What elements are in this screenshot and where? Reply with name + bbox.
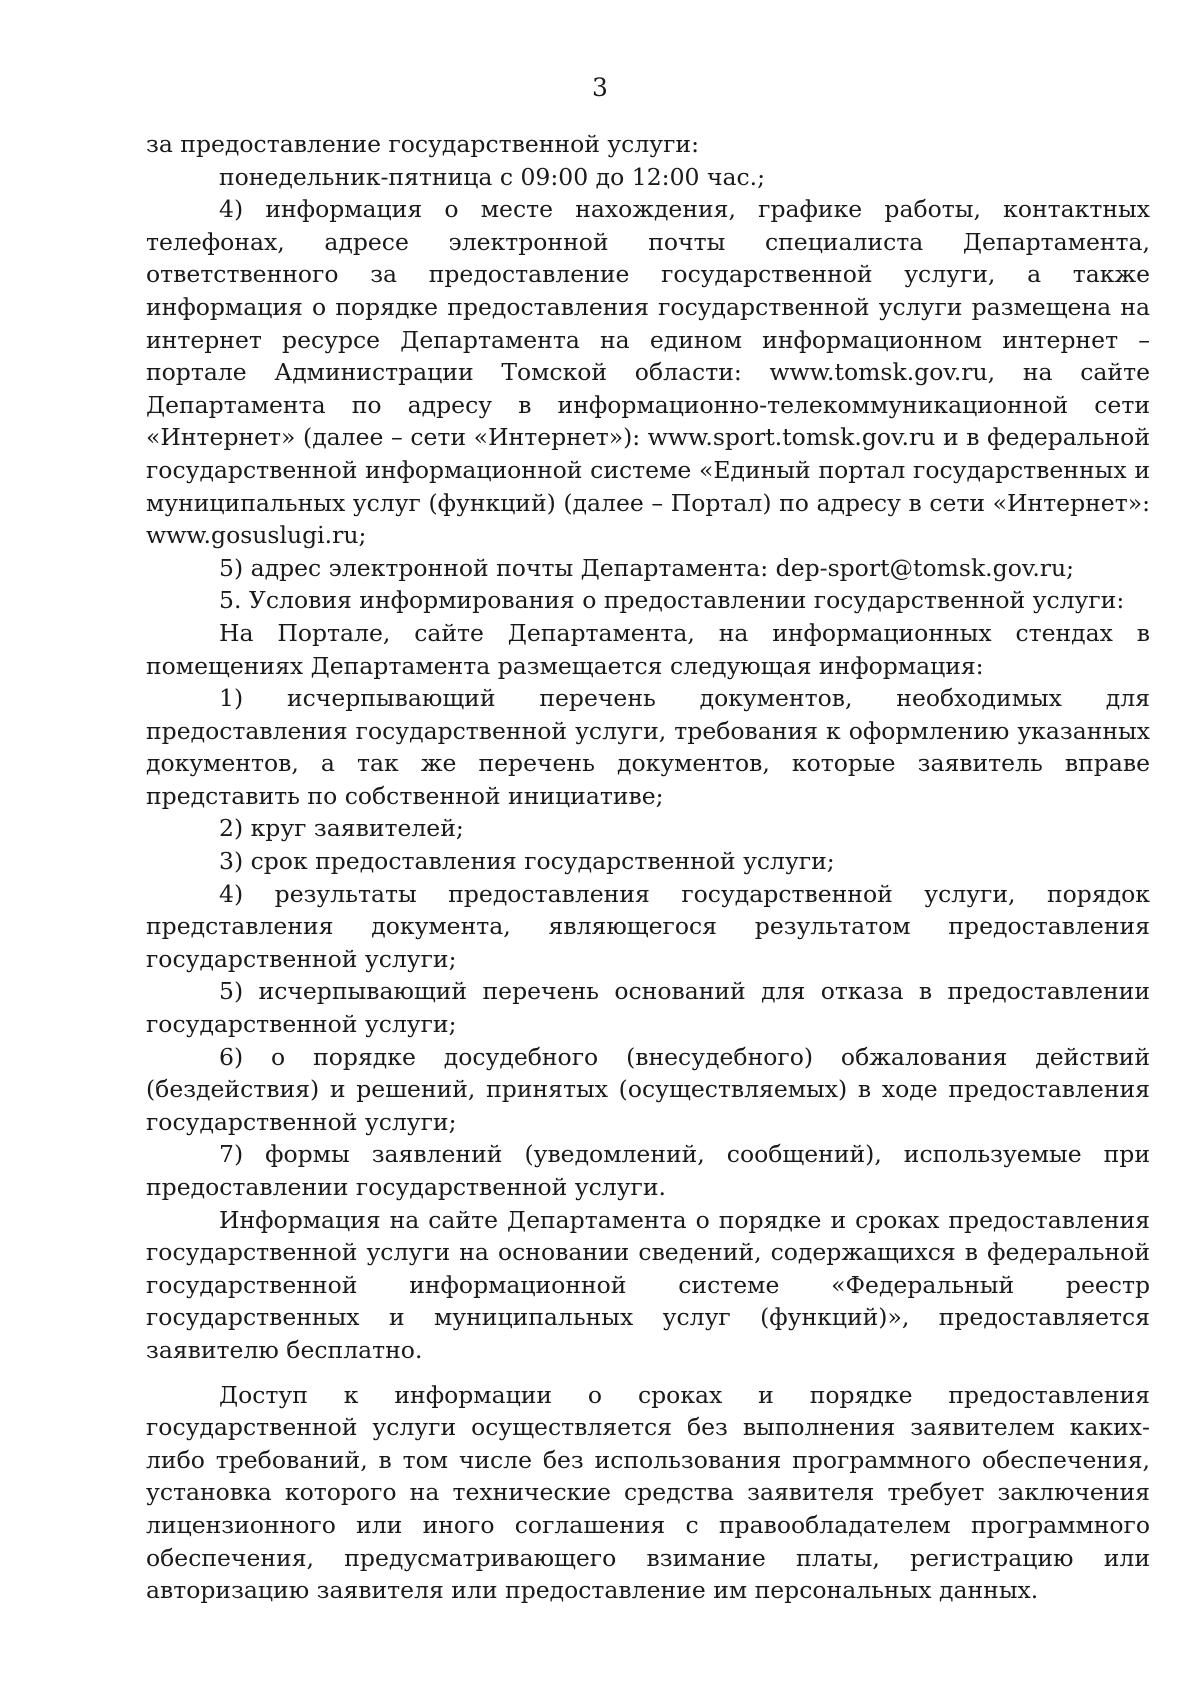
list-item-3: 3) срок предоставления государственной услуги; [219,847,835,876]
list-item-1: 1) исчерпывающий перечень документов, необходимых для предоставления государственной услуги, требования к оформлению указанных документов, а так же перечень документов, которые заявитель вправе представить по собственной инициативе; [146,684,1150,810]
paragraph-item-5-email: 5) адрес электронной почты Департамента: dep-sport@tomsk.gov.ru; [219,553,1075,582]
paragraph-access-info: Доступ к информации о сроках и порядке предоставления государственной услуги осуществляется без выполнения заявителем каких-либо требований, в том числе без использования программного обеспечения, установка которого на технические средства заявителя требует заключения лицензионного или иного соглашения с правообладателем программного обеспечения, предусматривающего взимание платы, регистрацию или авторизацию заявителя или предоставление им персональных данных. [146,1380,1150,1605]
document-body [146,128,1150,1607]
paragraph-section-5-heading: 5. Условия информирования о предоставлении государственной услуги: [219,586,1125,615]
list-item-2: 2) круг заявителей; [219,814,464,843]
list-item-5: 5) исчерпывающий перечень оснований для отказа в предоставлении государственной услуги; [146,977,1150,1039]
page-number: 3 [592,73,608,102]
paragraph-schedule: понедельник-пятница с 09:00 до 12:00 час.; [219,162,766,191]
paragraph-gap [146,1367,1150,1379]
paragraph-portal-info: На Портале, сайте Департамента, на информационных стендах в помещениях Департамента размещается следующая информация: [146,618,1150,680]
paragraph-website-info: Информация на сайте Департамента о порядке и сроках предоставления государственной услуги на основании сведений, содержащихся в федеральной государственной информационной системе «Федеральный реестр государственных и муниципальных услуг (функций)», предоставляется заявителю бесплатно. [146,1205,1150,1364]
list-item-6: 6) о порядке досудебного (внесудебного) обжалования действий (бездействия) и решений, принятых (осуществляемых) в ходе предоставления государственной услуги; [146,1042,1150,1136]
list-item-4: 4) результаты предоставления государственной услуги, порядок представления документа, являющегося результатом предоставления государственной услуги; [146,879,1150,973]
list-item-7: 7) формы заявлений (уведомлений, сообщений), используемые при предоставлении государственной услуги. [146,1140,1150,1201]
paragraph-item-4-info-location: 4) информация о месте нахождения, графике работы, контактных телефонах, адресе электронной почты специалиста Департамента, ответственного за предоставление государственной услуги, а также информация о порядке предоставления государственной услуги размещена на интернет ресурсе Департамента на едином информационном интернет – портале Администрации Томской области: www.tomsk.gov.ru, на сайте Департамента по адресу в информационно-телекоммуникационной сети «Интернет» (далее – сети «Интернет»): www.sport.tomsk.gov.ru и в федеральной государственной информационной системе «Единый портал государственных и муниципальных услуг (функций) (далее – Портал) по адресу в сети «Интернет»: www.gosuslugi.ru; [146,195,1150,550]
paragraph-continuation: за предоставление государственной услуги: [146,130,699,158]
